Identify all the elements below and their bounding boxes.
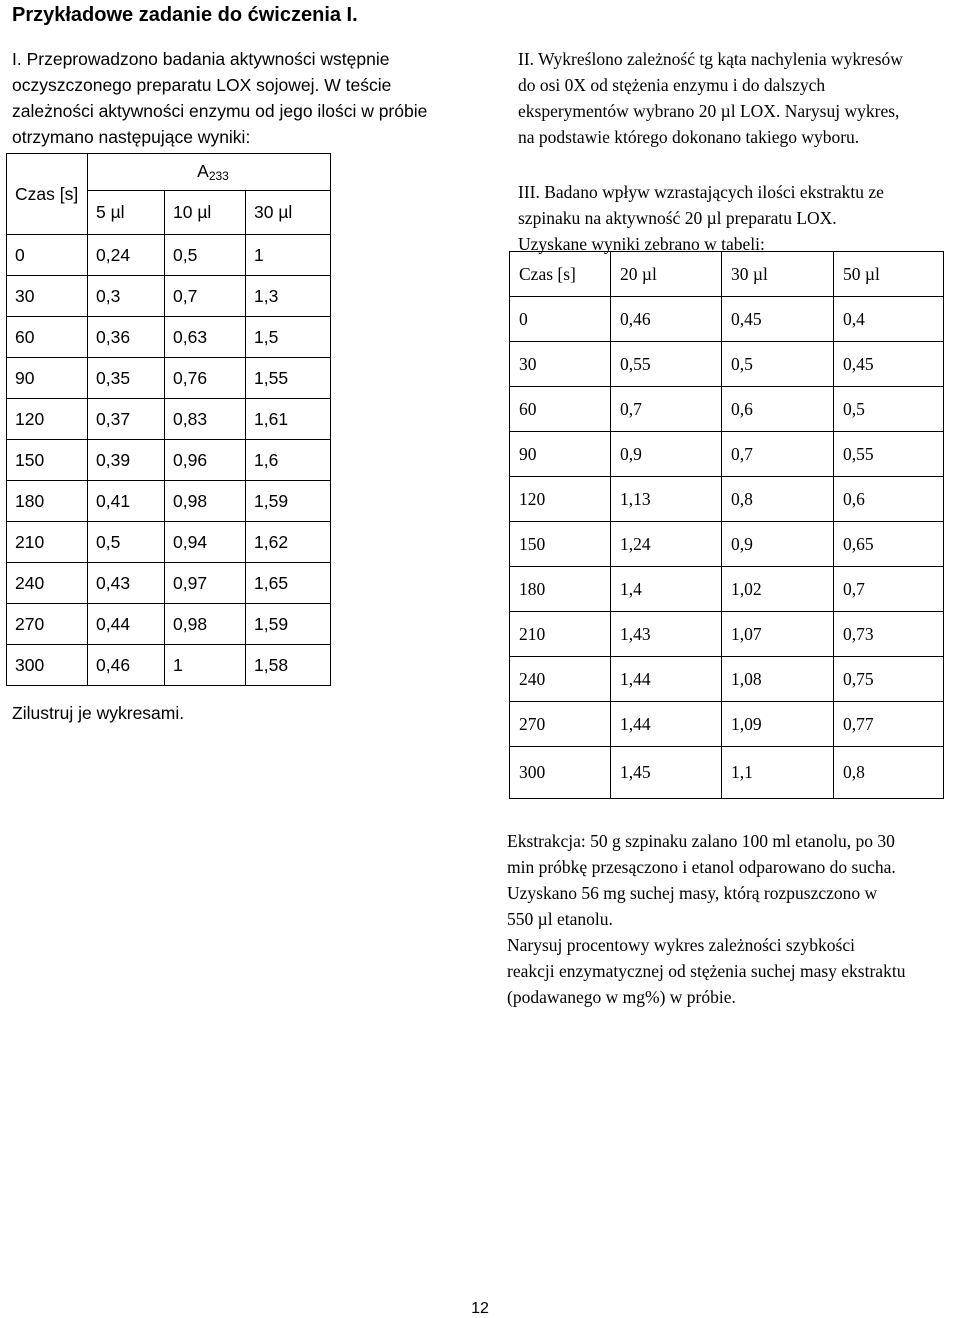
- table-cell: 1,5: [246, 317, 331, 358]
- table-header-row: [510, 252, 944, 297]
- table-cell: 0,45: [722, 297, 834, 342]
- column-header: 30 µl: [246, 191, 331, 235]
- page-number: 12: [471, 1300, 489, 1317]
- table-cell: 1,24: [611, 522, 722, 567]
- text-line: Narysuj procentowy wykres zależności szybkości: [507, 935, 855, 955]
- table-cell: 0,9: [722, 522, 834, 567]
- table-cell: 210: [510, 612, 611, 657]
- table-cell: 0,97: [165, 563, 246, 604]
- table-cell: 0,46: [611, 297, 722, 342]
- table-cell: 0,39: [88, 440, 165, 481]
- table-cell: 180: [510, 567, 611, 612]
- table-cell: 1,59: [246, 604, 331, 645]
- table-cell: 0,43: [88, 563, 165, 604]
- enzyme-amount-table: [6, 153, 331, 686]
- table-cell: 0,36: [88, 317, 165, 358]
- table-row: [7, 317, 331, 358]
- table-cell: 240: [510, 657, 611, 702]
- table-cell: 0,37: [88, 399, 165, 440]
- table-row: [510, 747, 944, 799]
- extract-effect-table: [509, 251, 944, 799]
- table-cell: 210: [7, 522, 88, 563]
- table-cell: 0,75: [834, 657, 944, 702]
- table-row: [7, 563, 331, 604]
- table-row: [510, 702, 944, 747]
- table-row: [510, 657, 944, 702]
- table-row: [510, 522, 944, 567]
- table-cell: 1,61: [246, 399, 331, 440]
- text-line: otrzymano następujące wyniki:: [12, 127, 251, 147]
- table-cell: 0,7: [165, 276, 246, 317]
- column-header: 50 µl: [834, 252, 944, 297]
- table-row: [7, 522, 331, 563]
- table-cell: 1,4: [611, 567, 722, 612]
- table-cell: 1: [165, 645, 246, 686]
- table-cell: 0,55: [834, 432, 944, 477]
- page-title: Przykładowe zadanie do ćwiczenia I.: [12, 4, 358, 26]
- table-cell: 0,65: [834, 522, 944, 567]
- table-cell: 0,44: [88, 604, 165, 645]
- extraction-text: [507, 828, 905, 1010]
- table-cell: 1,43: [611, 612, 722, 657]
- table-row: [7, 604, 331, 645]
- table-cell: 0,7: [834, 567, 944, 612]
- table-cell: 0,7: [611, 387, 722, 432]
- table-cell: 0,8: [834, 747, 944, 799]
- table-cell: 270: [7, 604, 88, 645]
- table-cell: 1,59: [246, 481, 331, 522]
- table-cell: 1,58: [246, 645, 331, 686]
- table-cell: 0,6: [722, 387, 834, 432]
- table-row: [510, 477, 944, 522]
- table-cell: 0,7: [722, 432, 834, 477]
- section-3-text: [518, 179, 884, 257]
- column-header: 30 µl: [722, 252, 834, 297]
- table-cell: 0,5: [834, 387, 944, 432]
- table-row: [7, 440, 331, 481]
- text-line: (podawanego w mg%) w próbie.: [507, 987, 736, 1007]
- section-1-footer: Zilustruj je wykresami.: [12, 703, 185, 723]
- table-row: [510, 297, 944, 342]
- table-cell: 1,13: [611, 477, 722, 522]
- table-cell: 120: [7, 399, 88, 440]
- section-2-text: [518, 46, 903, 150]
- table-cell: 150: [7, 440, 88, 481]
- text-line: zależności aktywności enzymu od jego ilości w próbie: [12, 101, 428, 121]
- text-line: Uzyskane wyniki zebrano w tabeli:: [518, 234, 765, 254]
- table-cell: 180: [7, 481, 88, 522]
- table-cell: 1,08: [722, 657, 834, 702]
- text-line: do osi 0X od stężenia enzymu i do dalszych: [518, 75, 826, 95]
- table-cell: 0,35: [88, 358, 165, 399]
- table-cell: 1,62: [246, 522, 331, 563]
- table-cell: 0,24: [88, 235, 165, 276]
- table-cell: 1,55: [246, 358, 331, 399]
- table-row: [510, 567, 944, 612]
- table-cell: 0,4: [834, 297, 944, 342]
- column-header: Czas [s]: [510, 252, 611, 297]
- table-cell: 1,09: [722, 702, 834, 747]
- table-cell: 30: [7, 276, 88, 317]
- text-line: na podstawie którego dokonano takiego wyboru.: [518, 127, 860, 147]
- table-cell: 0,3: [88, 276, 165, 317]
- table-cell: 1,02: [722, 567, 834, 612]
- table-row: [7, 481, 331, 522]
- table-cell: 0,98: [165, 604, 246, 645]
- table-row: [7, 358, 331, 399]
- table-row: [7, 399, 331, 440]
- table-cell: 90: [7, 358, 88, 399]
- table-cell: 0: [7, 235, 88, 276]
- table-cell: 0,83: [165, 399, 246, 440]
- table-cell: 0,96: [165, 440, 246, 481]
- table-cell: 0,77: [834, 702, 944, 747]
- column-header: 10 µl: [165, 191, 246, 235]
- time-header: Czas [s]: [7, 154, 88, 235]
- table-cell: 300: [510, 747, 611, 799]
- text-line: III. Badano wpływ wzrastających ilości ekstraktu ze: [518, 182, 884, 202]
- table-cell: 0,5: [165, 235, 246, 276]
- text-line: eksperymentów wybrano 20 µl LOX. Narysuj wykres,: [518, 101, 900, 121]
- table-row: [510, 432, 944, 477]
- text-line: oczyszczonego preparatu LOX sojowej. W teście: [12, 75, 392, 95]
- table-cell: 120: [510, 477, 611, 522]
- table-cell: 90: [510, 432, 611, 477]
- table-row: [510, 387, 944, 432]
- text-line: Uzyskano 56 mg suchej masy, którą rozpuszczono w: [507, 883, 878, 903]
- table-cell: 0,9: [611, 432, 722, 477]
- table-cell: 60: [510, 387, 611, 432]
- table-row: [7, 276, 331, 317]
- text-line: 550 µl etanolu.: [507, 909, 613, 929]
- table-cell: 1: [246, 235, 331, 276]
- table-cell: 0,8: [722, 477, 834, 522]
- table-cell: 0,63: [165, 317, 246, 358]
- table-row: [510, 342, 944, 387]
- table-cell: 1,44: [611, 702, 722, 747]
- text-line: reakcji enzymatycznej od stężenia suchej masy ekstraktu: [507, 961, 906, 981]
- table-cell: 0,55: [611, 342, 722, 387]
- text-line: I. Przeprowadzono badania aktywności wstępnie: [12, 49, 390, 69]
- table-row: [510, 612, 944, 657]
- table-cell: 60: [7, 317, 88, 358]
- table-row: [7, 645, 331, 686]
- table-cell: 1,07: [722, 612, 834, 657]
- table-cell: 1,45: [611, 747, 722, 799]
- text-line: szpinaku na aktywność 20 µl preparatu LOX.: [518, 208, 837, 228]
- text-line: Ekstrakcja: 50 g szpinaku zalano 100 ml etanolu, po 30: [507, 831, 895, 851]
- absorbance-header: [88, 154, 331, 191]
- table-cell: 1,1: [722, 747, 834, 799]
- column-header: 5 µl: [88, 191, 165, 235]
- table-cell: 1,65: [246, 563, 331, 604]
- text-line: min próbkę przesączono i etanol odparowano do sucha.: [507, 857, 896, 877]
- table-cell: 0,5: [722, 342, 834, 387]
- section-1-intro: [12, 46, 427, 150]
- table-cell: 1,6: [246, 440, 331, 481]
- absorbance-subscript: 233: [208, 169, 229, 183]
- table-cell: 1,3: [246, 276, 331, 317]
- table-row: [7, 235, 331, 276]
- table-cell: 270: [510, 702, 611, 747]
- table-cell: 0,73: [834, 612, 944, 657]
- table-cell: 0,6: [834, 477, 944, 522]
- table-cell: 0,98: [165, 481, 246, 522]
- text-line: II. Wykreślono zależność tg kąta nachylenia wykresów: [518, 49, 903, 69]
- table-cell: 240: [7, 563, 88, 604]
- table-cell: 1,44: [611, 657, 722, 702]
- table-cell: 0,45: [834, 342, 944, 387]
- table-cell: 150: [510, 522, 611, 567]
- table-cell: 0,94: [165, 522, 246, 563]
- column-header: 20 µl: [611, 252, 722, 297]
- table-cell: 0,76: [165, 358, 246, 399]
- table-cell: 0,46: [88, 645, 165, 686]
- absorbance-label: A: [197, 161, 209, 181]
- table-cell: 0,5: [88, 522, 165, 563]
- table-cell: 0: [510, 297, 611, 342]
- table-cell: 0,41: [88, 481, 165, 522]
- table-cell: 300: [7, 645, 88, 686]
- table-cell: 30: [510, 342, 611, 387]
